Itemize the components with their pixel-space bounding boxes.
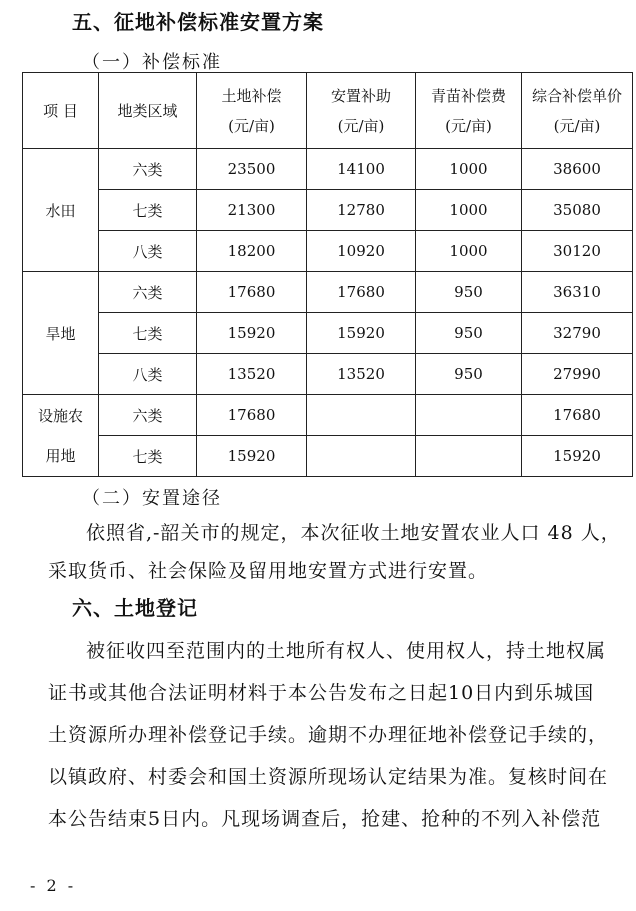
table-cell: 13520 [197, 354, 307, 395]
section-6-title: 六、土地登记 [72, 596, 198, 620]
table-row [23, 313, 633, 354]
paragraph-line: 本公告结束5日内。凡现场调查后，抢建、抢种的不列入补偿范 [48, 808, 602, 830]
group-facility-agri-land: 设施农 用地 [23, 395, 99, 477]
table-cell: 15920 [522, 436, 633, 477]
table-cell: 15920 [197, 436, 307, 477]
table-cell: 17680 [197, 272, 307, 313]
group-dry-land: 旱地 [23, 272, 99, 395]
table-cell [416, 395, 522, 436]
table-cell: 八类 [99, 354, 197, 395]
table-cell: 30120 [522, 231, 633, 272]
header-resettlement-subsidy: 安置补助 (元/亩) [307, 73, 416, 149]
table-cell: 15920 [307, 313, 416, 354]
subsection-compensation-standard: （一）补偿标准 [82, 52, 222, 73]
table-cell: 八类 [99, 231, 197, 272]
table-row [23, 436, 633, 477]
table-cell: 17680 [307, 272, 416, 313]
group-paddy-field: 水田 [23, 149, 99, 272]
table-cell: 七类 [99, 436, 197, 477]
header-total-unit-price: 综合补偿单价 (元/亩) [522, 73, 633, 149]
section-5-title: 五、征地补偿标准安置方案 [72, 10, 324, 34]
paragraph-line: 证书或其他合法证明材料于本公告发布之日起10日内到乐城国 [48, 682, 595, 704]
table-cell: 1000 [416, 149, 522, 190]
table-row [23, 272, 633, 313]
table-row [23, 354, 633, 395]
table-cell: 950 [416, 272, 522, 313]
paragraph-line: 采取货币、社会保险及留用地安置方式进行安置。 [48, 560, 489, 582]
table-cell: 23500 [197, 149, 307, 190]
table-cell: 10920 [307, 231, 416, 272]
table-cell: 38600 [522, 149, 633, 190]
table-cell: 17680 [522, 395, 633, 436]
table-cell: 13520 [307, 354, 416, 395]
paragraph-line: 土资源所办理补偿登记手续。逾期不办理征地补偿登记手续的， [48, 724, 609, 746]
table-cell: 18200 [197, 231, 307, 272]
header-land-category: 地类区域 [99, 73, 197, 149]
page-number: - 2 - [30, 876, 77, 895]
header-land-compensation: 土地补偿 (元/亩) [197, 73, 307, 149]
header-crop-compensation: 青苗补偿费 (元/亩) [416, 73, 522, 149]
paragraph-line: 被征收四至范围内的土地所有权人、使用权人，持土地权属 [86, 640, 607, 662]
header-item: 项 目 [23, 73, 99, 149]
table-cell [416, 436, 522, 477]
table-cell: 12780 [307, 190, 416, 231]
table-cell: 32790 [522, 313, 633, 354]
table-cell: 1000 [416, 190, 522, 231]
table-cell: 1000 [416, 231, 522, 272]
table-cell: 36310 [522, 272, 633, 313]
table-cell: 17680 [197, 395, 307, 436]
table-header-row [23, 73, 633, 149]
table-cell: 35080 [522, 190, 633, 231]
table-row [23, 149, 633, 190]
table-cell: 七类 [99, 313, 197, 354]
table-cell: 六类 [99, 395, 197, 436]
table-cell [307, 395, 416, 436]
paragraph-line: 依照省,-韶关市的规定，本次征收土地安置农业人口 48 人， [86, 522, 621, 544]
resettlement-paragraph [48, 514, 621, 590]
table-cell: 六类 [99, 272, 197, 313]
table-row [23, 190, 633, 231]
table-cell: 21300 [197, 190, 307, 231]
compensation-table [22, 72, 633, 477]
table-cell: 950 [416, 313, 522, 354]
land-registration-paragraph [48, 630, 614, 840]
paragraph-line: 以镇政府、村委会和国土资源所现场认定结果为准。复核时间在 [48, 766, 609, 788]
table-cell: 950 [416, 354, 522, 395]
table-cell [307, 436, 416, 477]
table-cell: 七类 [99, 190, 197, 231]
table-cell: 14100 [307, 149, 416, 190]
table-row [23, 395, 633, 436]
table-row [23, 231, 633, 272]
table-cell: 六类 [99, 149, 197, 190]
table-cell: 15920 [197, 313, 307, 354]
subsection-resettlement-approach: （二）安置途径 [82, 488, 222, 509]
table-cell: 27990 [522, 354, 633, 395]
